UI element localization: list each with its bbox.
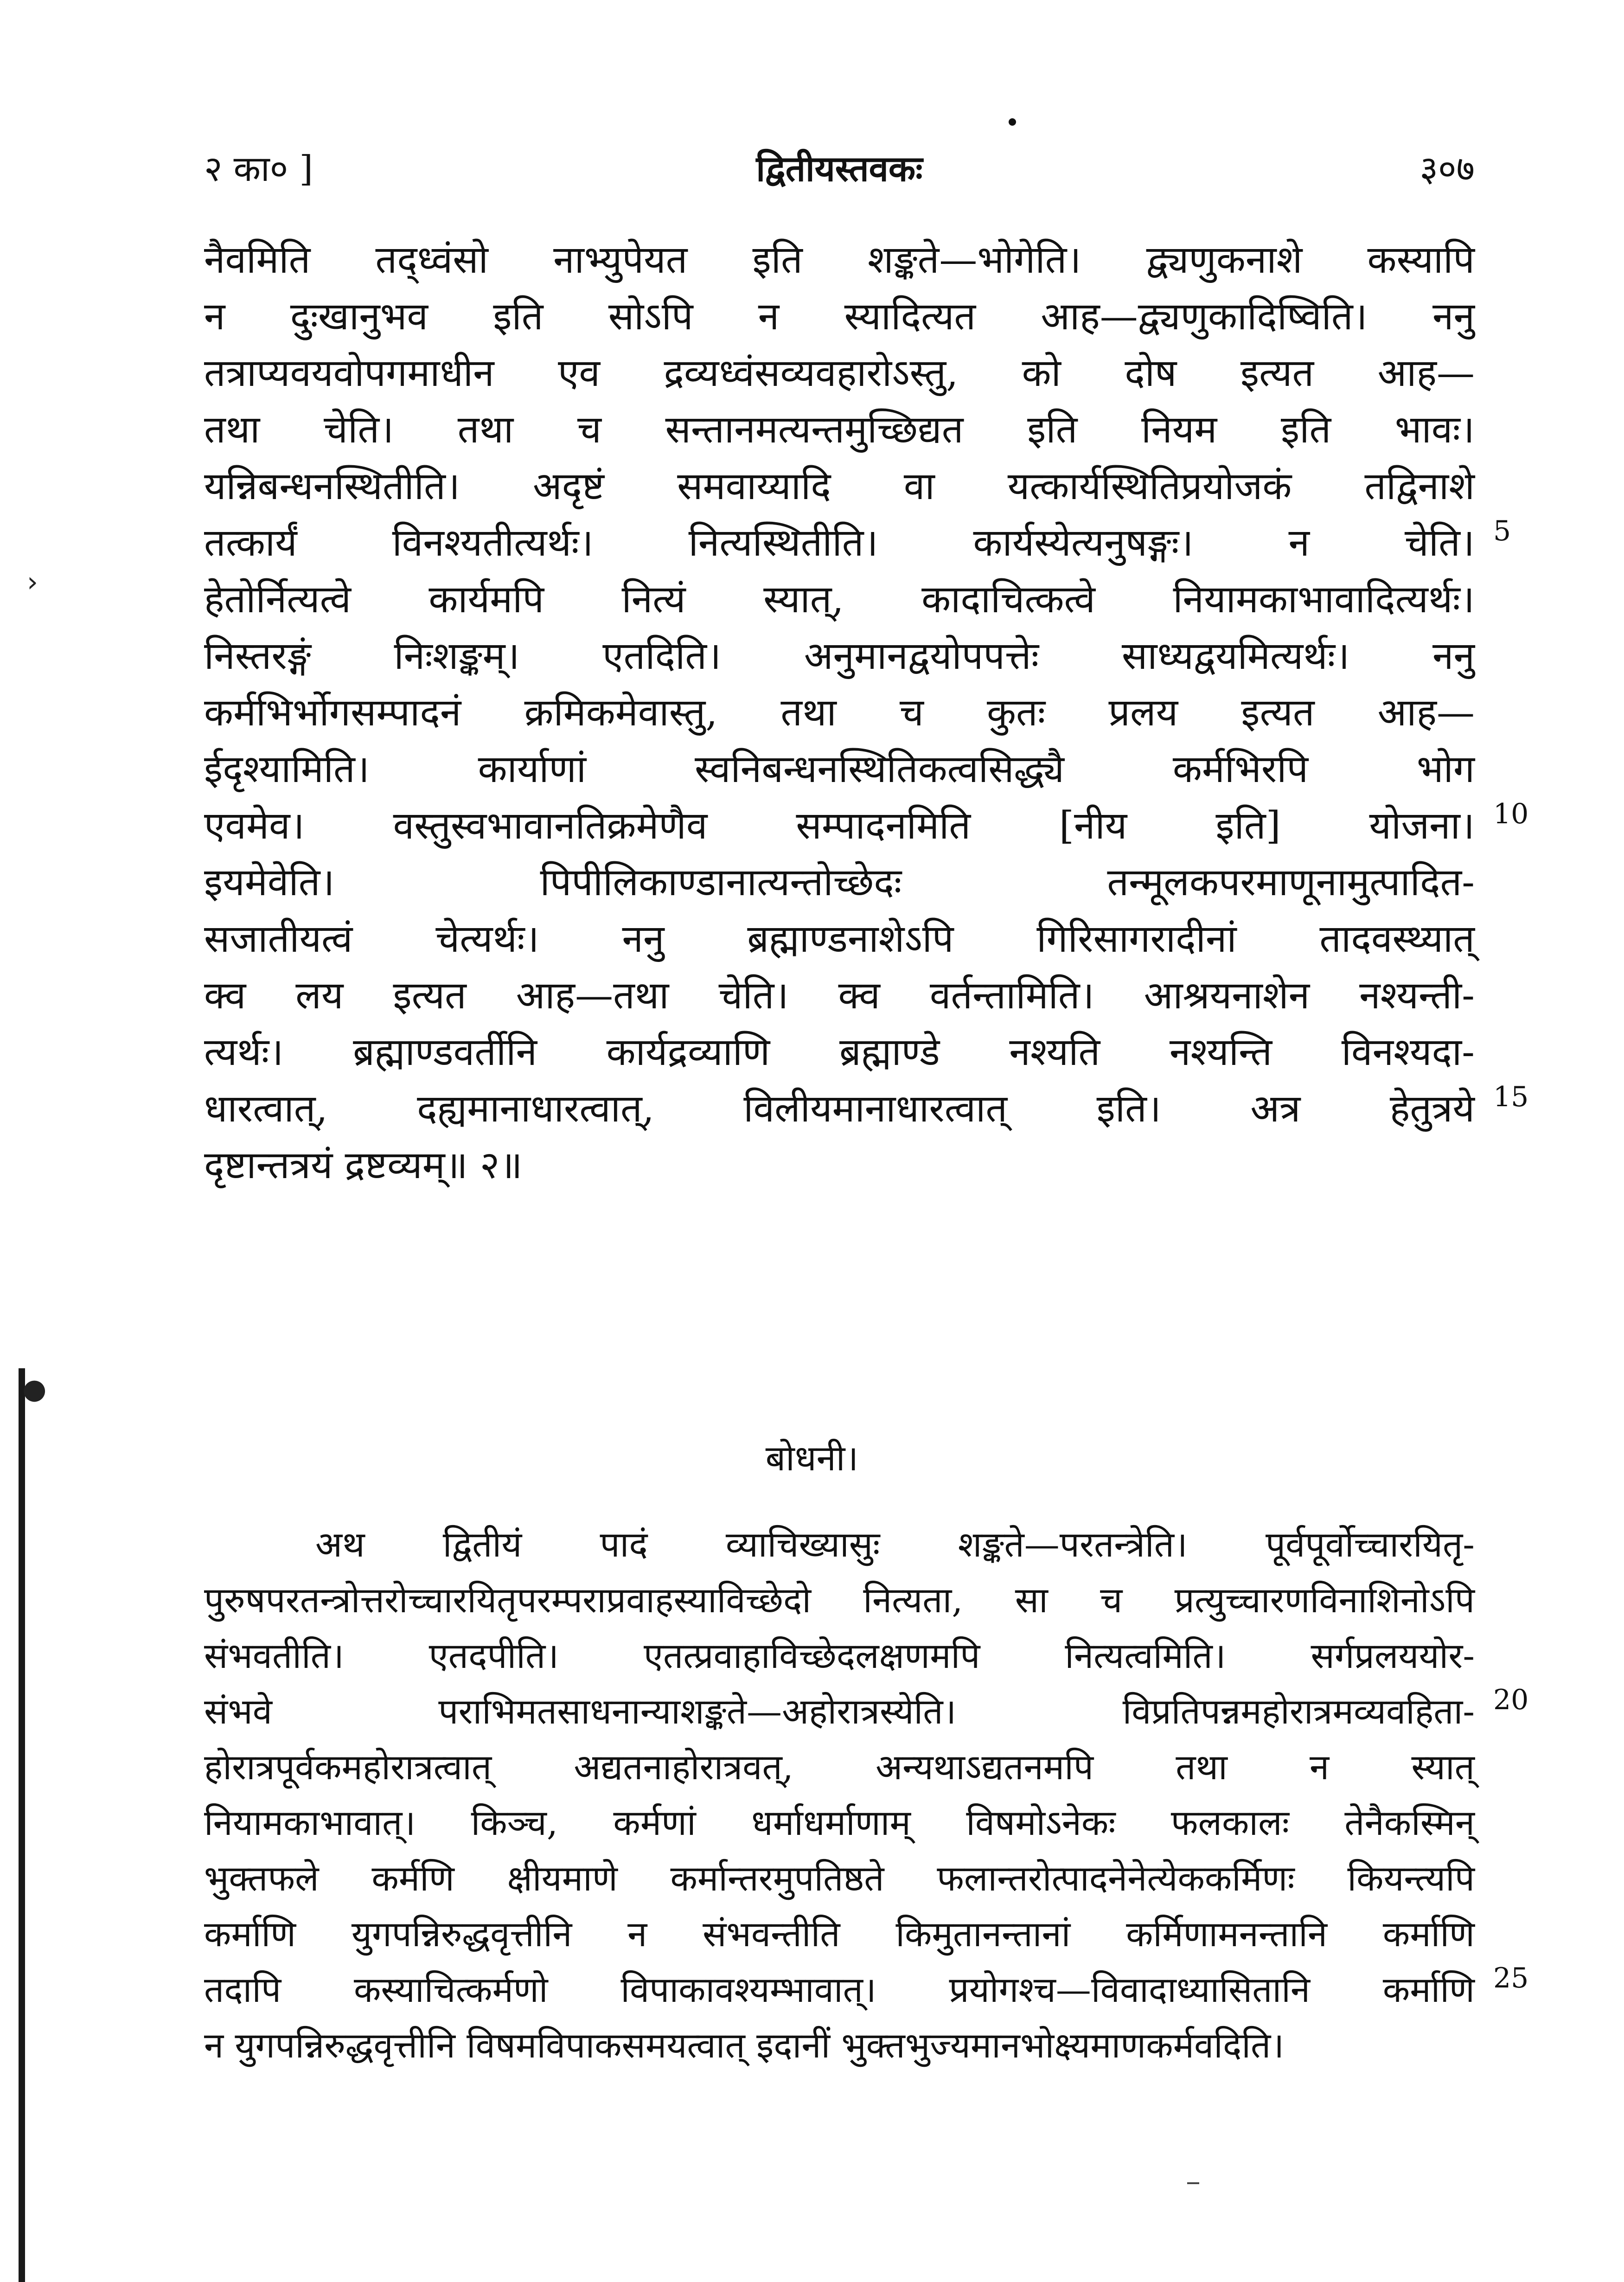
print-dot <box>1009 118 1016 126</box>
text-line: नियामकाभावात्। किञ्च, कर्मणां धर्माधर्माणाम् विषमोऽनेकः फलकालः तेनैकस्मिन् <box>204 1802 1475 1843</box>
print-mark <box>1187 2182 1199 2184</box>
text-line: तत्राप्यवयवोपगमाधीन एव द्रव्यध्वंसव्यवहारोऽस्तु, को दोष इत्यत आह— <box>204 351 1475 395</box>
line-number: 5 <box>1493 515 1511 547</box>
margin-mark: › <box>27 566 38 598</box>
text-line: तथा चेति। तथा च सन्तानमत्यन्तमुच्छिद्यत इति नियम इति भावः। <box>204 408 1475 452</box>
main-commentary <box>204 232 1529 1194</box>
bodhani-commentary <box>204 1517 1529 2073</box>
text-line: संभवतीति। एतदपीति। एतत्प्रवाहाविच्छेदलक्षणमपि नित्यत्वमिति। सर्गप्रलययोर- <box>204 1635 1475 1676</box>
text-line: इयमेवेति। पिपीलिकाण्डानात्यन्तोच्छेदः तन्मूलकपरमाणूनामुत्पादित- <box>204 860 1475 904</box>
section-title: बोधनी। <box>765 1437 859 1479</box>
text-line: निस्तरङ्गं निःशङ्कम्। एतदिति। अनुमानद्वयोपपत्तेः साध्यद्वयमित्यर्थः। ननु <box>204 634 1475 678</box>
text-line: हेतोर्नित्यत्वे कार्यमपि नित्यं स्यात्, कादाचित्कत्वे नियामकाभावादित्यर्थः। <box>204 577 1475 622</box>
text-line: कर्मभिर्भोगसम्पादनं क्रमिकमेवास्तु, तथा च कुतः प्रलय इत्यत आह— <box>204 691 1475 735</box>
text-line: यन्निबन्धनस्थितीति। अदृष्टं समवाय्यादि वा यत्कार्यस्थितिप्रयोजकं तद्विनाशे <box>204 464 1475 508</box>
page-number: ३०७ <box>1419 148 1475 189</box>
text-line: अथ द्वितीयं पादं व्याचिख्यासुः शङ्कते—परतन्त्रेति। पूर्वपूर्वोच्चारयितृ- <box>315 1524 1475 1565</box>
text-line: सजातीयत्वं चेत्यर्थः। ननु ब्रह्माण्डनाशेऽपि गिरिसागरादीनां तादवस्थ्यात् <box>204 917 1475 961</box>
line-number: 20 <box>1493 1684 1529 1716</box>
text-line: क्व लय इत्यत आह—तथा चेति। क्व वर्तन्तामिति। आश्रयनाशेन नश्यन्ती- <box>204 974 1475 1018</box>
line-number: 25 <box>1493 1962 1529 1994</box>
text-line: दृष्टान्तत्रयं द्रष्टव्यम्॥ २॥ <box>204 1143 523 1187</box>
text-line: एवमेव। वस्तुस्वभावानतिक्रमेणैव सम्पादनमिति [नीय इति] योजना। <box>204 804 1475 848</box>
running-head <box>204 144 1475 195</box>
text-line: संभवे पराभिमतसाधनान्याशङ्कते—अहोरात्रस्येति। विप्रतिपन्नमहोरात्रमव्यवहिता- <box>204 1691 1475 1732</box>
text-line: ईदृश्यामिति। कार्याणां स्वनिबन्धनस्थितिकत्वसिद्ध्यै कर्मभिरपि भोग <box>204 747 1475 791</box>
text-line: तदापि कस्याचित्कर्मणो विपाकावश्यम्भावात्। प्रयोगश्च—विवादाध्यासितानि कर्माणि <box>204 1969 1475 2010</box>
margin-mark: ● <box>22 1373 47 1405</box>
chapter-reference: २ का० ] <box>204 148 313 189</box>
text-line: पुरुषपरतन्त्रोत्तरोच्चारयितृपरम्पराप्रवाहस्याविच्छेदो नित्यता, सा च प्रत्युच्चारणविनाशिनोऽपि <box>204 1579 1475 1621</box>
text-line: धारत्वात्, दह्यमानाधारत्वात्, विलीयमानाधारत्वात् इति। अत्र हेतुत्रये <box>204 1087 1475 1131</box>
text-line: भुक्तफले कर्मणि क्षीयमाणे कर्मान्तरमुपतिष्ठते फलान्तरोत्पादनेनेत्येककर्मिणः कियन्त्यपि <box>204 1858 1475 1899</box>
text-line: तत्कार्यं विनश्यतीत्यर्थः। नित्यस्थितीति। कार्यस्येत्यनुषङ्गः। न चेति। <box>204 521 1475 565</box>
text-line: न दुःखानुभव इति सोऽपि न स्यादित्यत आह—द्व्यणुकादिष्विति। ननु <box>204 295 1475 339</box>
text-line: त्यर्थः। ब्रह्माण्डवर्तीनि कार्यद्रव्याणि ब्रह्माण्डे नश्यति नश्यन्ति विनश्यदा- <box>204 1030 1475 1074</box>
text-line: न युगपन्निरुद्धवृत्तीनि विषमविपाकसमयत्वात् इदानीं भुक्तभुज्यमानभोक्ष्यमाणकर्मवदिति। <box>204 2025 1285 2066</box>
line-number: 15 <box>1493 1081 1529 1113</box>
text-line: होरात्रपूर्वकमहोरात्रत्वात् अद्यतनाहोरात्रवत्, अन्यथाऽद्यतनमपि तथा न स्यात् <box>204 1746 1475 1788</box>
running-title: द्वितीयस्तवकः <box>756 148 923 189</box>
line-number: 10 <box>1493 798 1529 830</box>
text-line: नैवमिति तद्ध्वंसो नाभ्युपेयत इति शङ्कते—भोगेति। द्व्यणुकनाशे कस्यापि <box>204 238 1475 282</box>
text-line: कर्माणि युगपन्निरुद्धवृत्तीनि न संभवन्तीति किमुतानन्तानां कर्मिणामनन्तानि कर्माणि <box>204 1913 1475 1955</box>
binding-edge <box>19 1368 25 2282</box>
